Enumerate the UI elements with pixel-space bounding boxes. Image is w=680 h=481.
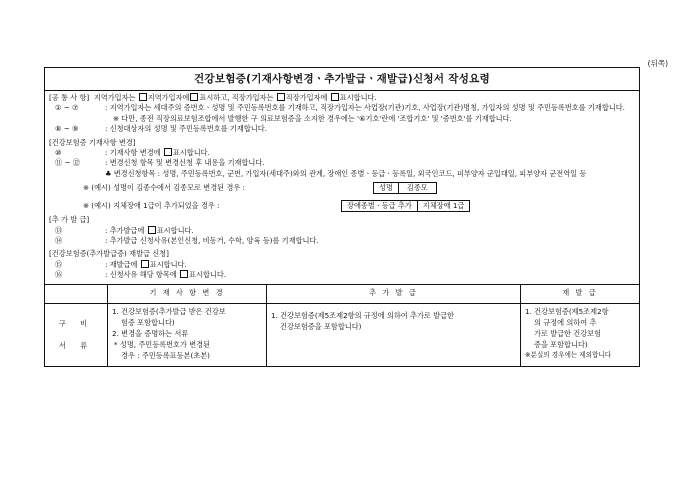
reissue-header: [건강보험증(추가발급증) 재발급 신청]	[49, 249, 169, 259]
item-number: ⑩	[55, 148, 62, 158]
common-note: ※ 다만, 종전 직장의료보험조합에서 발행한 구 의료보험증을 소지한 경우에는 '⑥기호'란에 '조합기호' 및 '증번호'를 기재합니다.	[113, 113, 512, 123]
item-number: ⑬	[55, 225, 63, 235]
required-documents-table	[45, 284, 639, 366]
item-text: : 신청사유 해당 항목에	[105, 270, 177, 280]
item-number: ⑭	[55, 236, 63, 246]
reissue-item-2	[49, 270, 635, 280]
common-intro-d: 직장가입자에	[285, 93, 328, 102]
reissue-docs-cell	[521, 303, 640, 366]
change-header: [건강보험증 기재사항 변경]	[49, 137, 136, 147]
doc-line: * 성명, 주민등록번호가 변경된	[114, 339, 211, 349]
table-header: 기 재 사 항 변 경	[108, 284, 267, 303]
item-number: ⑮	[55, 259, 63, 269]
doc-line: 2. 변경을 증명하는 서류	[112, 328, 189, 338]
common-header: [공 통 사 항]	[49, 93, 90, 102]
item-text: : 추가발급 신청사유(본인신청, 비동거, 수학, 양육 등)를 기재합니다.	[105, 236, 319, 246]
common-header-row	[49, 93, 635, 103]
table-row	[45, 303, 639, 366]
change-items-list: ♣ 변경신청항목 : 성명, 주민등록번호, 군번, 가입자(세대주)와의 관계, 장애인 종별ㆍ등급ㆍ등록일, 외국인코드, 피부양자 군입대일, 피부양자 군전역일 등	[105, 168, 587, 178]
example-value: 지체장애 1급	[417, 201, 470, 211]
item-text: : 지역가입자는 세대주의 증번호ㆍ성명 및 주민등록번호를 기재하고, 직장가입자는 사업장(기관)기호, 사업장(기관)명칭, 가입자의 성명 및 주민등록번호를 기재합니다.	[105, 103, 625, 113]
add-item-2	[49, 236, 635, 246]
item-number: ① ~ ⑦	[55, 103, 79, 113]
doc-line: 1. 건강보험증(제5조제2항	[525, 306, 609, 316]
change-example-1	[49, 181, 635, 195]
item-number: ⑧ ~ ⑨	[55, 124, 79, 134]
doc-line: 1. 건강보험증(제5조제2항의 규정에 의하여 추가로 발급한	[271, 310, 454, 320]
common-intro-c: 표시하고, 직장가입자는	[199, 93, 274, 102]
doc-line: 의 규정에 의하여 추	[534, 317, 597, 327]
checkbox-icon	[190, 93, 198, 101]
item-text-tail: 표시합니다.	[149, 259, 187, 269]
side-label	[45, 303, 108, 366]
checkbox-icon	[180, 270, 188, 278]
item-text-tail: 표시합니다.	[172, 148, 210, 158]
item-text-tail: 표시합니다.	[189, 270, 227, 280]
change-example-2	[49, 199, 635, 213]
item-text-tail: 표시합니다.	[156, 225, 194, 235]
checkbox-icon	[139, 93, 147, 101]
doc-line: 경우 : 주민등록표등본(초본)	[121, 350, 210, 360]
item-text: : 재발급에	[105, 259, 138, 269]
reissue-item-1	[49, 260, 635, 270]
example-key: 성명	[379, 183, 393, 193]
instruction-frame	[44, 67, 640, 367]
example-key: 장애종별ㆍ등급 추가	[347, 201, 412, 211]
doc-line: ※분실의 경우에는 제외합니다	[525, 350, 612, 359]
document-title: 건강보험증(기재사항변경ㆍ추가발급ㆍ재발급)신청서 작성요령	[45, 68, 639, 91]
item-number: ⑪ ~ ⑫	[55, 158, 80, 168]
side-label-line: 구 비	[58, 318, 94, 328]
example-box	[341, 200, 470, 212]
checkbox-icon	[277, 93, 285, 101]
checkbox-icon	[164, 148, 172, 156]
common-intro-a: 지역가입자는	[93, 93, 136, 102]
add-docs-cell	[267, 303, 521, 366]
doc-line: 가로 발급한 건강보험	[534, 328, 602, 338]
item-number: ⑯	[55, 270, 63, 280]
checkbox-icon	[141, 260, 149, 268]
doc-line: 건강보험증을 포함합니다)	[280, 321, 362, 331]
checkbox-icon	[331, 93, 339, 101]
common-item-2	[49, 124, 635, 134]
doc-line: 험증 포함합니다)	[121, 317, 175, 327]
add-item-1	[49, 226, 635, 236]
item-text: : 추가발급에	[105, 225, 145, 235]
instruction-body	[45, 91, 639, 284]
item-text: : 변경신청 항목 및 변경신청 후 내용을 기재합니다.	[105, 158, 265, 168]
page-mark: (뒤쪽)	[647, 59, 668, 68]
doc-line: 증을 포함합니다)	[534, 339, 588, 349]
common-intro-e: 표시합니다.	[339, 93, 377, 102]
example-box	[373, 182, 437, 194]
common-item-1	[49, 103, 635, 113]
table-header: 추 가 발 급	[267, 284, 521, 303]
change-item-2	[49, 158, 635, 168]
change-item-1	[49, 148, 635, 158]
table-header-row	[45, 284, 639, 303]
example-value: 김종모	[398, 183, 436, 193]
table-header: 재 발 급	[521, 284, 640, 303]
example-text: ※ (예시) 지체장애 1급이 추가되었을 경우 :	[83, 201, 220, 211]
table-corner	[45, 284, 108, 303]
add-header: [추 가 발 급]	[49, 215, 90, 225]
item-text: : 기재사항 변경에	[105, 148, 161, 158]
doc-line: 1. 건강보험증(추가발급 받은 건강보	[112, 306, 226, 316]
common-intro-b: 지역가입자에	[147, 93, 190, 102]
side-label-line: 서 류	[58, 340, 94, 350]
example-text: ※ (예시) 성명이 김종수에서 김종모로 변경된 경우 :	[83, 183, 245, 193]
checkbox-icon	[148, 226, 156, 234]
item-text: : 신청대상자의 성명 및 주민등록번호를 기재합니다.	[105, 124, 267, 134]
change-docs-cell	[108, 303, 267, 366]
